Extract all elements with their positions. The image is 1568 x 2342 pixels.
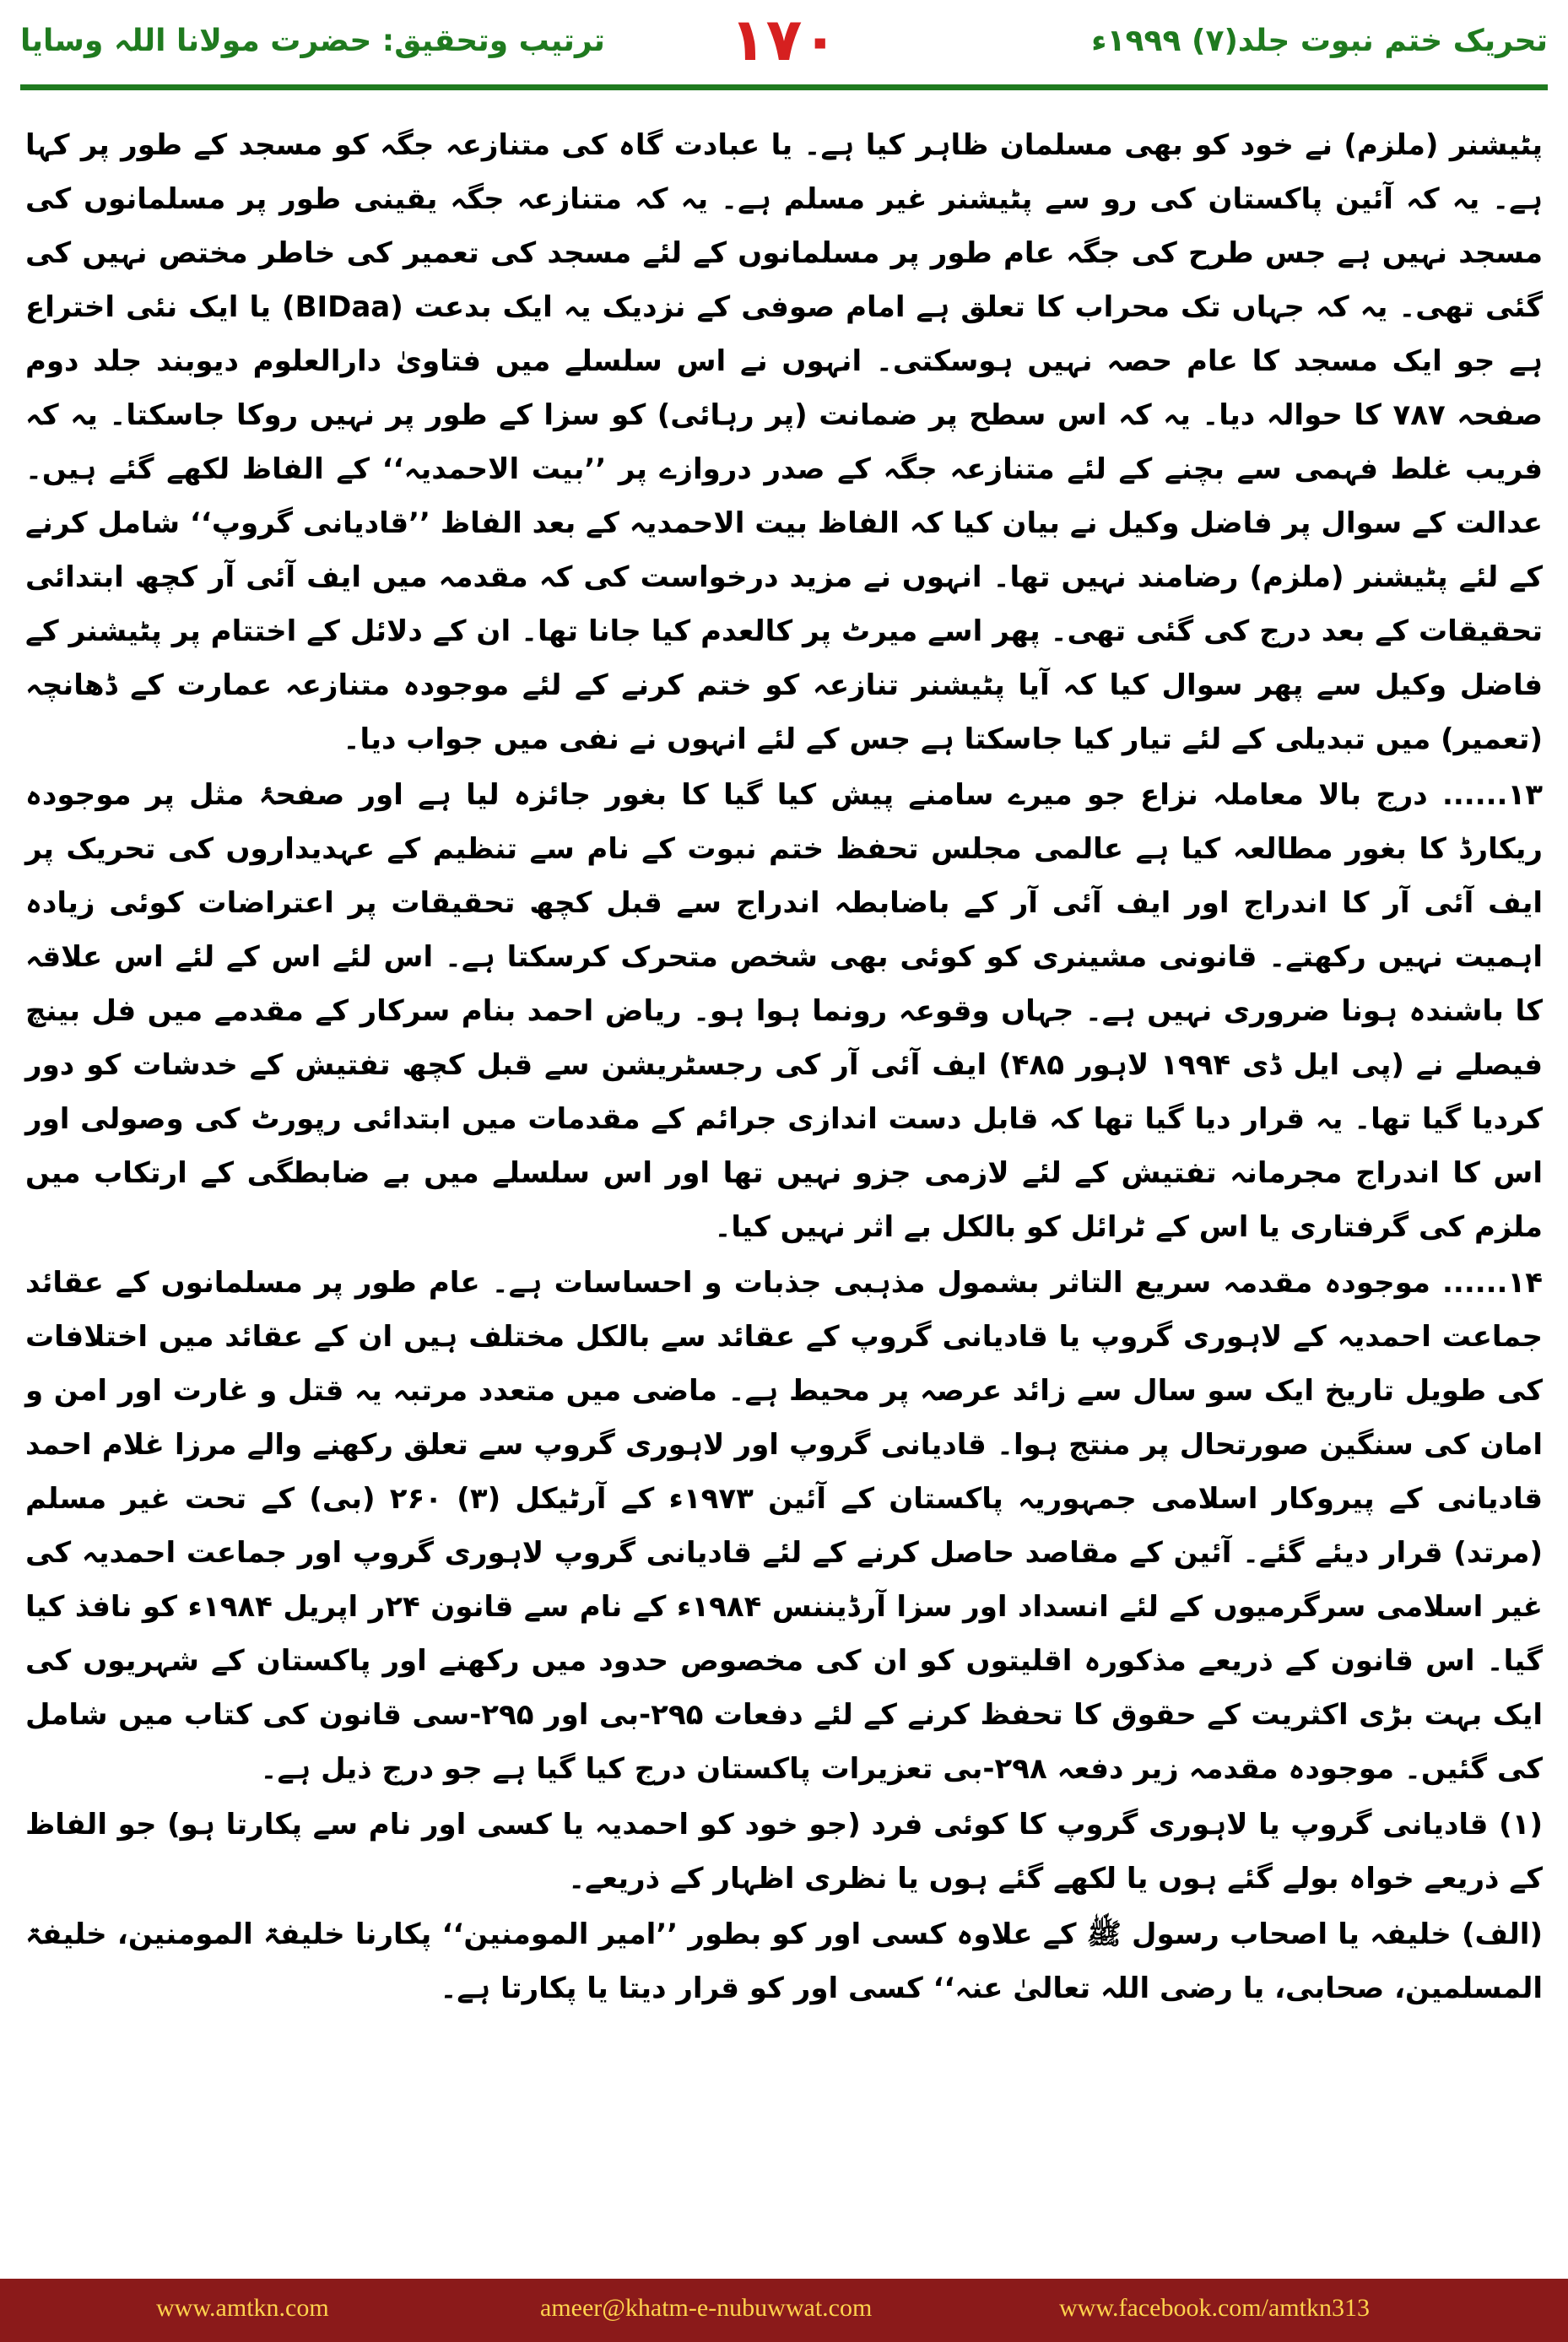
- compiler-credit: ترتیب وتحقیق: حضرت مولانا اللہ وسایا: [20, 24, 605, 58]
- page-number: ۱۷۰: [729, 5, 839, 74]
- document-body: [25, 118, 1543, 2017]
- website-link[interactable]: www.amtkn.com: [156, 2294, 329, 2322]
- paragraph: ۱۳...... درج بالا معاملہ نزاع جو میرے سامنے پیش کیا گیا کا بغور جائزہ لیا ہے اور صفحۂ مثل پر موجودہ ریکارڈ کا بغور مطالعہ کیا ہے عالمی مجلس تحفظ ختم نبوت کے نام سے تنظیم کے عہدیداروں کی تحریک پر ایف آئی آر کا اندراج اور ایف آئی آر کے باضابطہ اندراج سے قبل کچھ تحقیقات پر اعتراضات کوئی زیادہ اہمیت نہیں رکھتے۔ قانونی مشینری کو کوئی بھی شخص متحرک کرسکتا ہے۔ اس لئے اس کے لئے اس علاقہ کا باشندہ ہونا ضروری نہیں ہے۔ جہاں وقوعہ رونما ہوا ہو۔ ریاض احمد بنام سرکار کے مقدمے میں فل بینچ فیصلے نے (پی ایل ڈی ۱۹۹۴ لاہور ۴۸۵) ایف آئی آر کی رجسٹریشن سے قبل کچھ تفتیش کے خدشات کو دور کردیا گیا تھا۔ یہ قرار دیا گیا تھا کہ قابل دست اندازی جرائم کے مقدمات میں ابتدائی رپورٹ کی وصولی اور اس کا اندراج مجرمانہ تفتیش کے لئے لازمی جزو نہیں تھا اور اس سلسلے میں بے ضابطگی کے ارتکاب میں ملزم کی گرفتاری یا اس کے ٹرائل کو بالکل بے اثر نہیں کیا۔: [25, 778, 1543, 1244]
- paragraph: ۱۴...... موجودہ مقدمہ سریع التاثر بشمول مذہبی جذبات و احساسات ہے۔ عام طور پر مسلمانوں کے عقائد جماعت احمدیہ کے لاہوری گروپ یا قادیانی گروپ کے عقائد سے بالکل مختلف ہیں ان کے عقائد میں اختلافات کی طویل تاریخ ایک سو سال سے زائد عرصہ پر محیط ہے۔ ماضی میں متعدد مرتبہ یہ قتل و غارت اور امن و امان کی سنگین صورتحال پر منتج ہوا۔ قادیانی گروپ اور لاہوری گروپ سے تعلق رکھنے والے مرزا غلام احمد قادیانی کے پیروکار اسلامی جمہوریہ پاکستان کے آئین ۱۹۷۳ء کے آرٹیکل (۳) ۲۶۰ (بی) کے تحت غیر مسلم (مرتد) قرار دیئے گئے۔ آئین کے مقاصد حاصل کرنے کے لئے قادیانی گروپ لاہوری گروپ اور جماعت احمدیہ کی غیر اسلامی سرگرمیوں کے لئے انسداد اور سزا آرڈیننس ۱۹۸۴ء کے نام سے قانون ۲۴ر اپریل ۱۹۸۴ء کو نافذ کیا گیا۔ اس قانون کے ذریعے مذکورہ اقلیتوں کو ان کی مخصوص حدود میں رکھنے اور پاکستان کے شہریوں کی ایک بہت بڑی اکثریت کے حقوق کا تحفظ کرنے کے لئے دفعات ۲۹۵-بی اور ۲۹۵-سی قانون کی کتاب میں شامل کی گئیں۔ موجودہ مقدمہ زیر دفعہ ۲۹۸-بی تعزیرات پاکستان درج کیا گیا ہے جو درج ذیل ہے۔: [25, 1266, 1544, 1786]
- book-title: تحریک ختم نبوت جلد(۷) ۱۹۹۹ء: [1091, 24, 1548, 58]
- paragraph: پٹیشنر (ملزم) نے خود کو بھی مسلمان ظاہر کیا ہے۔ یا عبادت گاہ کی متنازعہ جگہ کو مسجد کے طور پر کہا ہے۔ یہ کہ آئین پاکستان کی رو سے پٹیشنر غیر مسلم ہے۔ یہ کہ متنازعہ جگہ یقینی طور پر مسلمانوں کی مسجد نہیں ہے جس طرح کی جگہ عام طور پر مسلمانوں کے لئے مسجد کی تعمیر کی خاطر مختص نہیں کی گئی تھی۔ یہ کہ جہاں تک محراب کا تعلق ہے امام صوفی کے نزدیک یہ ایک بدعت (BIDaa) یا ایک نئی اختراع ہے جو ایک مسجد کا عام حصہ نہیں ہوسکتی۔ انہوں نے اس سلسلے میں فتاویٰ دارالعلوم دیوبند جلد دوم صفحہ ۷۸۷ کا حوالہ دیا۔ یہ کہ اس سطح پر ضمانت (پر رہائی) کو سزا کے طور پر نہیں روکا جاسکتا۔ یہ کہ فریب غلط فہمی سے بچنے کے لئے متنازعہ جگہ کے صدر دروازے پر ’’بیت الاحمدیہ‘‘ کے الفاظ لکھے گئے ہیں۔ عدالت کے سوال پر فاضل وکیل نے بیان کیا کہ الفاظ بیت الاحمدیہ کے بعد الفاظ ’’قادیانی گروپ‘‘ شامل کرنے کے لئے پٹیشنر (ملزم) رضامند نہیں تھا۔ انہوں نے مزید درخواست کی کہ مقدمہ میں ایف آئی آر کچھ ابتدائی تحقیقات کے بعد درج کی گئی تھی۔ پھر اسے میرٹ پر کالعدم کیا جانا تھا۔ ان کے دلائل کے اختتام پر پٹیشنر کے فاضل وکیل سے پھر سوال کیا کہ آیا پٹیشنر تنازعہ کو ختم کرنے کے لئے موجودہ متنازعہ عمارت کے ڈھانچہ (تعمیر) میں تبدیلی کے لئے تیار کیا جاسکتا ہے جس کے لئے انہوں نے نفی میں جواب دیا۔: [25, 128, 1544, 756]
- header-divider: [20, 84, 1548, 90]
- email-link[interactable]: ameer@khatm-e-nubuwwat.com: [540, 2294, 873, 2322]
- page-header: [0, 0, 1568, 93]
- paragraph: (الف) خلیفہ یا اصحاب رسول ﷺ کے علاوہ کسی اور کو بطور ’’امیر المومنین‘‘ پکارنا خلیفۃ المومنین، خلیفۃ المسلمین، صحابی، یا رضی اللہ تعالیٰ عنہ‘‘ کسی اور کو قرار دیتا یا پکارتا ہے۔: [25, 1917, 1543, 2005]
- page-footer: [0, 2279, 1568, 2342]
- paragraph: (۱) قادیانی گروپ یا لاہوری گروپ کا کوئی فرد (جو خود کو احمدیہ یا کسی اور نام سے پکارتا ہو) جو الفاظ کے ذریعے خواہ بولے گئے ہوں یا لکھے گئے ہوں یا نظری اظہار کے ذریعے۔: [25, 1808, 1543, 1896]
- facebook-link[interactable]: www.facebook.com/amtkn313: [1059, 2294, 1370, 2322]
